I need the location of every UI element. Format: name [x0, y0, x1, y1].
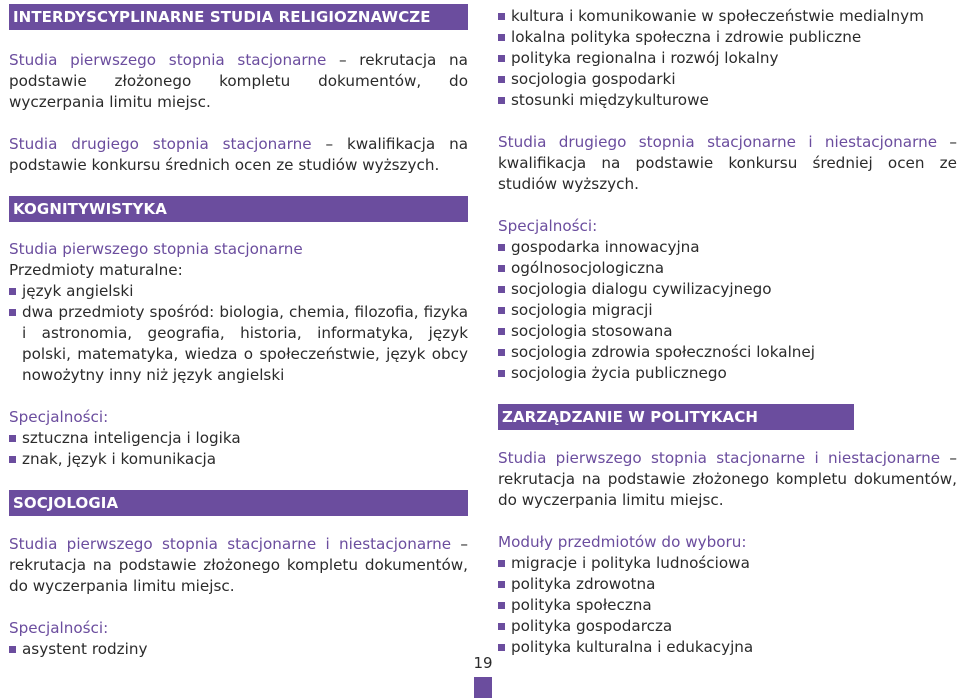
religioznawcze-first-cycle-desc: – rekrutacja na podstawie złożonego kompletu dokumentów, do wyczerpania limitu miejsc. [9, 51, 468, 111]
religioznawcze-second-cycle-label: Studia drugiego stopnia stacjonarne [9, 135, 312, 153]
religioznawcze-second-cycle-desc: – kwalifikacja na podstawie konkursu średnich ocen ze studiów wyższych. [9, 135, 469, 174]
kognitywistyka-spec-list [9, 428, 468, 470]
list-item: migracje i polityka ludnościowa [498, 553, 957, 574]
socjologia-second-spec-list [498, 237, 957, 384]
kognitywistyka-matura-list [9, 281, 468, 386]
list-item: sztuczna inteligencja i logika [9, 428, 468, 449]
religioznawcze-first-cycle-label: Studia pierwszego stopnia stacjonarne [9, 51, 327, 69]
list-item: stosunki międzykulturowe [498, 90, 957, 111]
zarzadzanie-first-cycle-desc: – rekrutacja na podstawie złożonego kompletu dokumentów, do wyczerpania limitu miejsc. [498, 449, 958, 509]
list-item: polityka społeczna [498, 595, 957, 616]
list-item: socjologia stosowana [498, 321, 957, 342]
socjologia-second-cycle-text [498, 132, 957, 195]
list-item: socjologia dialogu cywilizacyjnego [498, 279, 957, 300]
list-item: kultura i komunikowanie w społeczeństwie medialnym [498, 6, 957, 27]
socjologia-spec-list-continued [498, 6, 957, 111]
section-header-religioznawcze: INTERDYSCYPLINARNE STUDIA RELIGIOZNAWCZE [9, 4, 468, 30]
list-item: ogólnosocjologiczna [498, 258, 957, 279]
list-item: język angielski [9, 281, 468, 302]
list-item: lokalna polityka społeczna i zdrowie publiczne [498, 27, 957, 48]
kognitywistyka-matura-label: Przedmioty maturalne: [9, 261, 183, 279]
socjologia-spec-list [9, 639, 468, 660]
right-column [498, 0, 957, 658]
list-item: asystent rodziny [9, 639, 468, 660]
religioznawcze-first-cycle-text [9, 50, 468, 113]
socjologia-first-cycle-label: Studia pierwszego stopnia stacjonarne i niestacjonarne [9, 535, 452, 553]
list-item: dwa przedmioty spośród: biologia, chemia, filozofia, fizyka i astronomia, geografia, historia, informatyka, język polski, matematyka, wiedza o społeczeństwie, język obcy nowożytny inny niż język angielski [9, 302, 468, 386]
socjologia-spec-label: Specjalności: [9, 619, 109, 637]
left-column [9, 0, 468, 660]
list-item: socjologia życia publicznego [498, 363, 957, 384]
socjologia-first-cycle-text [9, 534, 468, 597]
list-item: socjologia migracji [498, 300, 957, 321]
zarzadzanie-modules-label: Moduły przedmiotów do wyboru: [498, 533, 747, 551]
list-item: socjologia gospodarki [498, 69, 957, 90]
list-item: gospodarka innowacyjna [498, 237, 957, 258]
zarzadzanie-first-cycle-label: Studia pierwszego stopnia stacjonarne i niestacjonarne [498, 449, 941, 467]
socjologia-second-cycle-label: Studia drugiego stopnia stacjonarne i niestacjonarne [498, 133, 938, 151]
kognitywistyka-first-cycle-label: Studia pierwszego stopnia stacjonarne [9, 240, 303, 258]
list-item: polityka gospodarcza [498, 616, 957, 637]
zarzadzanie-first-cycle-text [498, 448, 957, 511]
section-header-kognitywistyka: KOGNITYWISTYKA [9, 196, 468, 222]
list-item: polityka kulturalna i edukacyjna [498, 637, 957, 658]
page-number-bar [474, 677, 492, 698]
socjologia-first-cycle-desc: – rekrutacja na podstawie złożonego kompletu dokumentów, do wyczerpania limitu miejsc. [9, 535, 469, 595]
section-header-socjologia: SOCJOLOGIA [9, 490, 468, 516]
kognitywistyka-spec-label: Specjalności: [9, 408, 109, 426]
socjologia-second-cycle-desc: – kwalifikacja na podstawie konkursu średniej ocen ze studiów wyższych. [498, 133, 958, 193]
zarzadzanie-modules-list [498, 553, 957, 658]
list-item: polityka regionalna i rozwój lokalny [498, 48, 957, 69]
list-item: polityka zdrowotna [498, 574, 957, 595]
list-item: socjologia zdrowia społeczności lokalnej [498, 342, 957, 363]
section-header-zarzadzanie: ZARZĄDZANIE W POLITYKACH PUBLICZNYCH [498, 404, 854, 430]
religioznawcze-second-cycle-text [9, 134, 468, 176]
socjologia-second-spec-label: Specjalności: [498, 217, 598, 235]
list-item: znak, język i komunikacja [9, 449, 468, 470]
page-number: 19 [473, 654, 493, 672]
